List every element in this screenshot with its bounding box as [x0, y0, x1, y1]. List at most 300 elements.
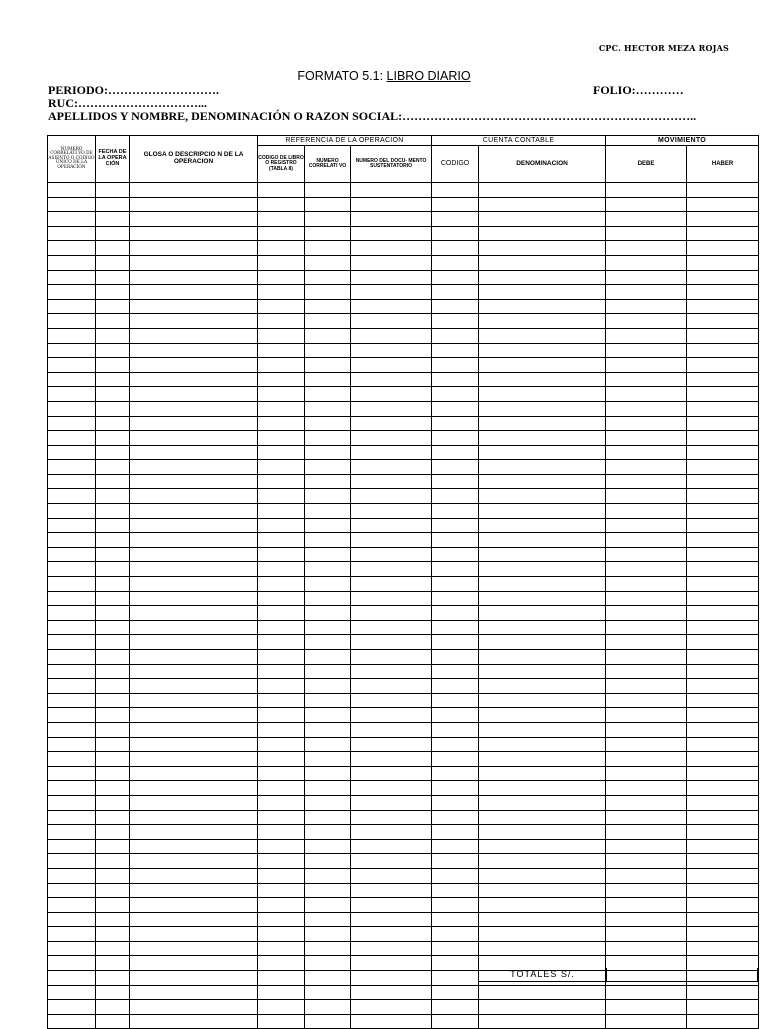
table-row [48, 474, 759, 489]
table-cell [258, 766, 305, 781]
table-cell [351, 912, 432, 927]
table-cell [606, 898, 687, 913]
table-cell [96, 197, 130, 212]
table-cell [687, 606, 759, 621]
table-cell [305, 664, 351, 679]
table-cell [96, 460, 130, 475]
table-cell [48, 737, 96, 752]
table-cell [305, 314, 351, 329]
table-cell [258, 825, 305, 840]
table-cell [432, 912, 479, 927]
table-row [48, 650, 759, 665]
table-cell [687, 650, 759, 665]
table-cell [479, 460, 606, 475]
table-cell [305, 285, 351, 300]
table-cell [479, 241, 606, 256]
table-cell [606, 912, 687, 927]
table-cell [130, 474, 258, 489]
table-cell [305, 460, 351, 475]
table-cell [351, 562, 432, 577]
libro-diario-table [47, 135, 759, 1029]
table-cell [305, 722, 351, 737]
table-row [48, 533, 759, 548]
table-cell [606, 547, 687, 562]
table-cell [351, 810, 432, 825]
table-row [48, 212, 759, 227]
folio-field: FOLIO:………… [593, 83, 684, 97]
table-cell [606, 183, 687, 198]
table-cell [687, 387, 759, 402]
table-cell [432, 635, 479, 650]
table-cell [130, 358, 258, 373]
table-cell [687, 781, 759, 796]
table-cell [48, 387, 96, 402]
table-cell [687, 620, 759, 635]
table-cell [479, 810, 606, 825]
table-cell [351, 183, 432, 198]
table-cell [687, 591, 759, 606]
table-cell [305, 839, 351, 854]
table-row [48, 606, 759, 621]
table-cell [130, 752, 258, 767]
table-cell [130, 883, 258, 898]
table-cell [48, 883, 96, 898]
table-cell [479, 358, 606, 373]
table-cell [130, 927, 258, 942]
table-cell [305, 941, 351, 956]
table-cell [305, 810, 351, 825]
table-cell [96, 971, 130, 986]
table-cell [606, 868, 687, 883]
table-row [48, 577, 759, 592]
table-cell [606, 664, 687, 679]
table-cell [96, 577, 130, 592]
table-cell [258, 635, 305, 650]
table-cell [130, 795, 258, 810]
table-cell [305, 343, 351, 358]
table-cell [479, 1000, 606, 1015]
table-cell [606, 197, 687, 212]
table-cell [432, 693, 479, 708]
table-row [48, 737, 759, 752]
table-cell [130, 898, 258, 913]
table-cell [687, 795, 759, 810]
table-cell [432, 752, 479, 767]
table-row [48, 839, 759, 854]
table-cell [479, 854, 606, 869]
table-cell [687, 912, 759, 927]
table-cell [432, 504, 479, 519]
table-cell [687, 285, 759, 300]
table-cell [130, 299, 258, 314]
table-cell [258, 445, 305, 460]
table-cell [305, 693, 351, 708]
table-cell [606, 285, 687, 300]
table-cell [432, 489, 479, 504]
table-cell [305, 781, 351, 796]
table-cell [305, 212, 351, 227]
table-cell [96, 737, 130, 752]
table-cell [258, 752, 305, 767]
table-cell [96, 679, 130, 694]
table-cell [258, 883, 305, 898]
table-cell [479, 868, 606, 883]
table-cell [130, 693, 258, 708]
periodo-field: PERIODO:………………………. [48, 83, 219, 97]
table-cell [130, 489, 258, 504]
table-cell [96, 956, 130, 971]
table-cell [305, 898, 351, 913]
table-cell [432, 328, 479, 343]
table-cell [432, 839, 479, 854]
table-cell [432, 941, 479, 956]
table-cell [96, 314, 130, 329]
table-cell [351, 854, 432, 869]
table-row [48, 1014, 759, 1029]
table-row [48, 431, 759, 446]
table-cell [96, 606, 130, 621]
table-cell [351, 650, 432, 665]
table-cell [48, 1014, 96, 1029]
table-cell [687, 1014, 759, 1029]
table-cell [351, 445, 432, 460]
table-cell [96, 825, 130, 840]
table-row [48, 372, 759, 387]
table-cell [687, 898, 759, 913]
table-cell [479, 489, 606, 504]
table-cell [96, 270, 130, 285]
table-cell [305, 562, 351, 577]
table-cell [351, 358, 432, 373]
table-cell [606, 679, 687, 694]
table-cell [48, 620, 96, 635]
table-cell [687, 358, 759, 373]
table-cell [687, 927, 759, 942]
table-cell [96, 504, 130, 519]
table-cell [351, 795, 432, 810]
table-cell [606, 226, 687, 241]
table-cell [479, 591, 606, 606]
col-header-denominacion: DENOMINACION [479, 146, 606, 183]
table-cell [606, 825, 687, 840]
totals-label: TOTALES S/. [478, 968, 607, 982]
table-cell [130, 314, 258, 329]
table-cell [96, 372, 130, 387]
table-row [48, 416, 759, 431]
table-cell [96, 226, 130, 241]
table-cell [479, 518, 606, 533]
table-cell [351, 1014, 432, 1029]
table-cell [479, 547, 606, 562]
table-cell [130, 664, 258, 679]
table-cell [48, 183, 96, 198]
table-cell [305, 606, 351, 621]
table-cell [606, 255, 687, 270]
table-cell [48, 504, 96, 519]
table-cell [687, 985, 759, 1000]
table-cell [258, 898, 305, 913]
table-cell [479, 766, 606, 781]
table-cell [305, 547, 351, 562]
table-cell [258, 387, 305, 402]
table-cell [305, 358, 351, 373]
table-cell [48, 722, 96, 737]
table-cell [130, 868, 258, 883]
table-cell [351, 270, 432, 285]
table-cell [130, 1014, 258, 1029]
table-cell [606, 328, 687, 343]
table-cell [258, 679, 305, 694]
table-cell [687, 533, 759, 548]
table-row [48, 825, 759, 840]
table-cell [479, 912, 606, 927]
table-cell [305, 708, 351, 723]
table-cell [606, 941, 687, 956]
table-row [48, 183, 759, 198]
table-cell [432, 737, 479, 752]
table-cell [432, 255, 479, 270]
table-cell [351, 241, 432, 256]
table-cell [479, 431, 606, 446]
table-cell [432, 708, 479, 723]
table-row [48, 226, 759, 241]
table-cell [258, 547, 305, 562]
table-cell [351, 416, 432, 431]
table-cell [130, 985, 258, 1000]
table-cell [130, 722, 258, 737]
table-cell [48, 912, 96, 927]
table-row [48, 547, 759, 562]
table-cell [258, 868, 305, 883]
col-header-referencia: REFERENCIA DE LA OPERACIÓN [258, 136, 432, 146]
table-row [48, 358, 759, 373]
table-cell [130, 606, 258, 621]
table-cell [687, 708, 759, 723]
table-cell [305, 868, 351, 883]
table-cell [479, 255, 606, 270]
table-cell [258, 664, 305, 679]
table-cell [96, 693, 130, 708]
table-cell [96, 883, 130, 898]
table-cell [432, 650, 479, 665]
table-cell [432, 927, 479, 942]
table-cell [130, 445, 258, 460]
table-cell [606, 460, 687, 475]
table-cell [258, 591, 305, 606]
table-cell [130, 679, 258, 694]
table-cell [432, 1000, 479, 1015]
table-cell [479, 328, 606, 343]
table-cell [258, 722, 305, 737]
table-cell [687, 664, 759, 679]
table-cell [48, 255, 96, 270]
table-cell [96, 1014, 130, 1029]
table-cell [130, 956, 258, 971]
table-row [48, 708, 759, 723]
table-cell [351, 226, 432, 241]
table-cell [687, 766, 759, 781]
table-cell [606, 883, 687, 898]
table-cell [48, 474, 96, 489]
table-cell [432, 460, 479, 475]
table-cell [432, 868, 479, 883]
table-cell [305, 183, 351, 198]
table-cell [96, 854, 130, 869]
table-cell [479, 693, 606, 708]
col-header-numero-correlativo: NUMERO CORRELATI VO [305, 146, 351, 183]
table-cell [351, 635, 432, 650]
table-cell [258, 212, 305, 227]
table-cell [479, 898, 606, 913]
table-cell [687, 722, 759, 737]
table-cell [258, 533, 305, 548]
title-prefix: FORMATO 5.1: [297, 69, 387, 83]
table-cell [479, 299, 606, 314]
table-row [48, 591, 759, 606]
table-row [48, 620, 759, 635]
table-cell [258, 781, 305, 796]
table-cell [48, 197, 96, 212]
table-cell [96, 489, 130, 504]
table-cell [687, 226, 759, 241]
table-cell [351, 489, 432, 504]
table-cell [687, 445, 759, 460]
table-cell [432, 810, 479, 825]
table-cell [606, 504, 687, 519]
table-cell [96, 839, 130, 854]
table-cell [130, 708, 258, 723]
razon-social-field: APELLIDOS Y NOMBRE, DENOMINACIÓN O RAZON SOCIAL:……………………………………………………………….. [48, 109, 697, 123]
table-cell [258, 474, 305, 489]
table-cell [351, 533, 432, 548]
table-cell [432, 883, 479, 898]
table-cell [479, 474, 606, 489]
table-row [48, 460, 759, 475]
table-cell [96, 183, 130, 198]
table-cell [606, 474, 687, 489]
table-cell [258, 912, 305, 927]
table-cell [606, 752, 687, 767]
table-cell [130, 591, 258, 606]
table-cell [479, 314, 606, 329]
table-cell [48, 839, 96, 854]
table-cell [305, 635, 351, 650]
table-cell [258, 183, 305, 198]
table-cell [48, 358, 96, 373]
table-row [48, 766, 759, 781]
ruc-field: RUC:…………………………... [48, 96, 207, 110]
table-cell [432, 445, 479, 460]
table-cell [96, 416, 130, 431]
table-cell [606, 810, 687, 825]
table-cell [305, 489, 351, 504]
table-cell [96, 664, 130, 679]
table-cell [96, 635, 130, 650]
table-row [48, 489, 759, 504]
table-cell [130, 387, 258, 402]
title-name: LIBRO DIARIO [386, 69, 471, 83]
table-cell [687, 416, 759, 431]
table-cell [432, 270, 479, 285]
table-cell [479, 212, 606, 227]
table-cell [130, 825, 258, 840]
table-cell [48, 372, 96, 387]
table-cell [48, 606, 96, 621]
table-cell [351, 839, 432, 854]
table-row [48, 255, 759, 270]
table-cell [606, 562, 687, 577]
table-row [48, 285, 759, 300]
table-cell [606, 372, 687, 387]
table-cell [432, 401, 479, 416]
table-cell [48, 343, 96, 358]
table-cell [258, 708, 305, 723]
table-cell [48, 241, 96, 256]
table-row [48, 445, 759, 460]
table-cell [687, 679, 759, 694]
table-cell [305, 912, 351, 927]
table-cell [130, 285, 258, 300]
table-cell [96, 518, 130, 533]
table-row [48, 693, 759, 708]
table-cell [351, 883, 432, 898]
table-cell [432, 387, 479, 402]
table-cell [479, 372, 606, 387]
table-cell [606, 358, 687, 373]
table-cell [96, 985, 130, 1000]
table-cell [606, 795, 687, 810]
table-row [48, 868, 759, 883]
table-cell [479, 401, 606, 416]
table-row [48, 883, 759, 898]
table-cell [687, 270, 759, 285]
table-cell [432, 343, 479, 358]
table-cell [48, 781, 96, 796]
table-cell [305, 372, 351, 387]
table-cell [258, 328, 305, 343]
table-row [48, 299, 759, 314]
table-cell [432, 620, 479, 635]
table-row [48, 504, 759, 519]
table-cell [130, 577, 258, 592]
table-row [48, 679, 759, 694]
table-cell [606, 241, 687, 256]
table-cell [687, 693, 759, 708]
table-cell [130, 912, 258, 927]
table-cell [687, 810, 759, 825]
table-cell [96, 650, 130, 665]
table-cell [432, 431, 479, 446]
table-cell [687, 547, 759, 562]
table-cell [432, 197, 479, 212]
table-cell [305, 328, 351, 343]
table-cell [351, 431, 432, 446]
table-cell [258, 358, 305, 373]
table-cell [351, 693, 432, 708]
table-cell [130, 401, 258, 416]
table-cell [351, 971, 432, 986]
table-cell [687, 401, 759, 416]
table-row [48, 635, 759, 650]
table-cell [130, 183, 258, 198]
table-cell [96, 1000, 130, 1015]
table-cell [479, 387, 606, 402]
table-cell [48, 941, 96, 956]
table-cell [687, 255, 759, 270]
table-cell [479, 839, 606, 854]
col-header-haber: HABER [687, 146, 759, 183]
table-cell [96, 562, 130, 577]
